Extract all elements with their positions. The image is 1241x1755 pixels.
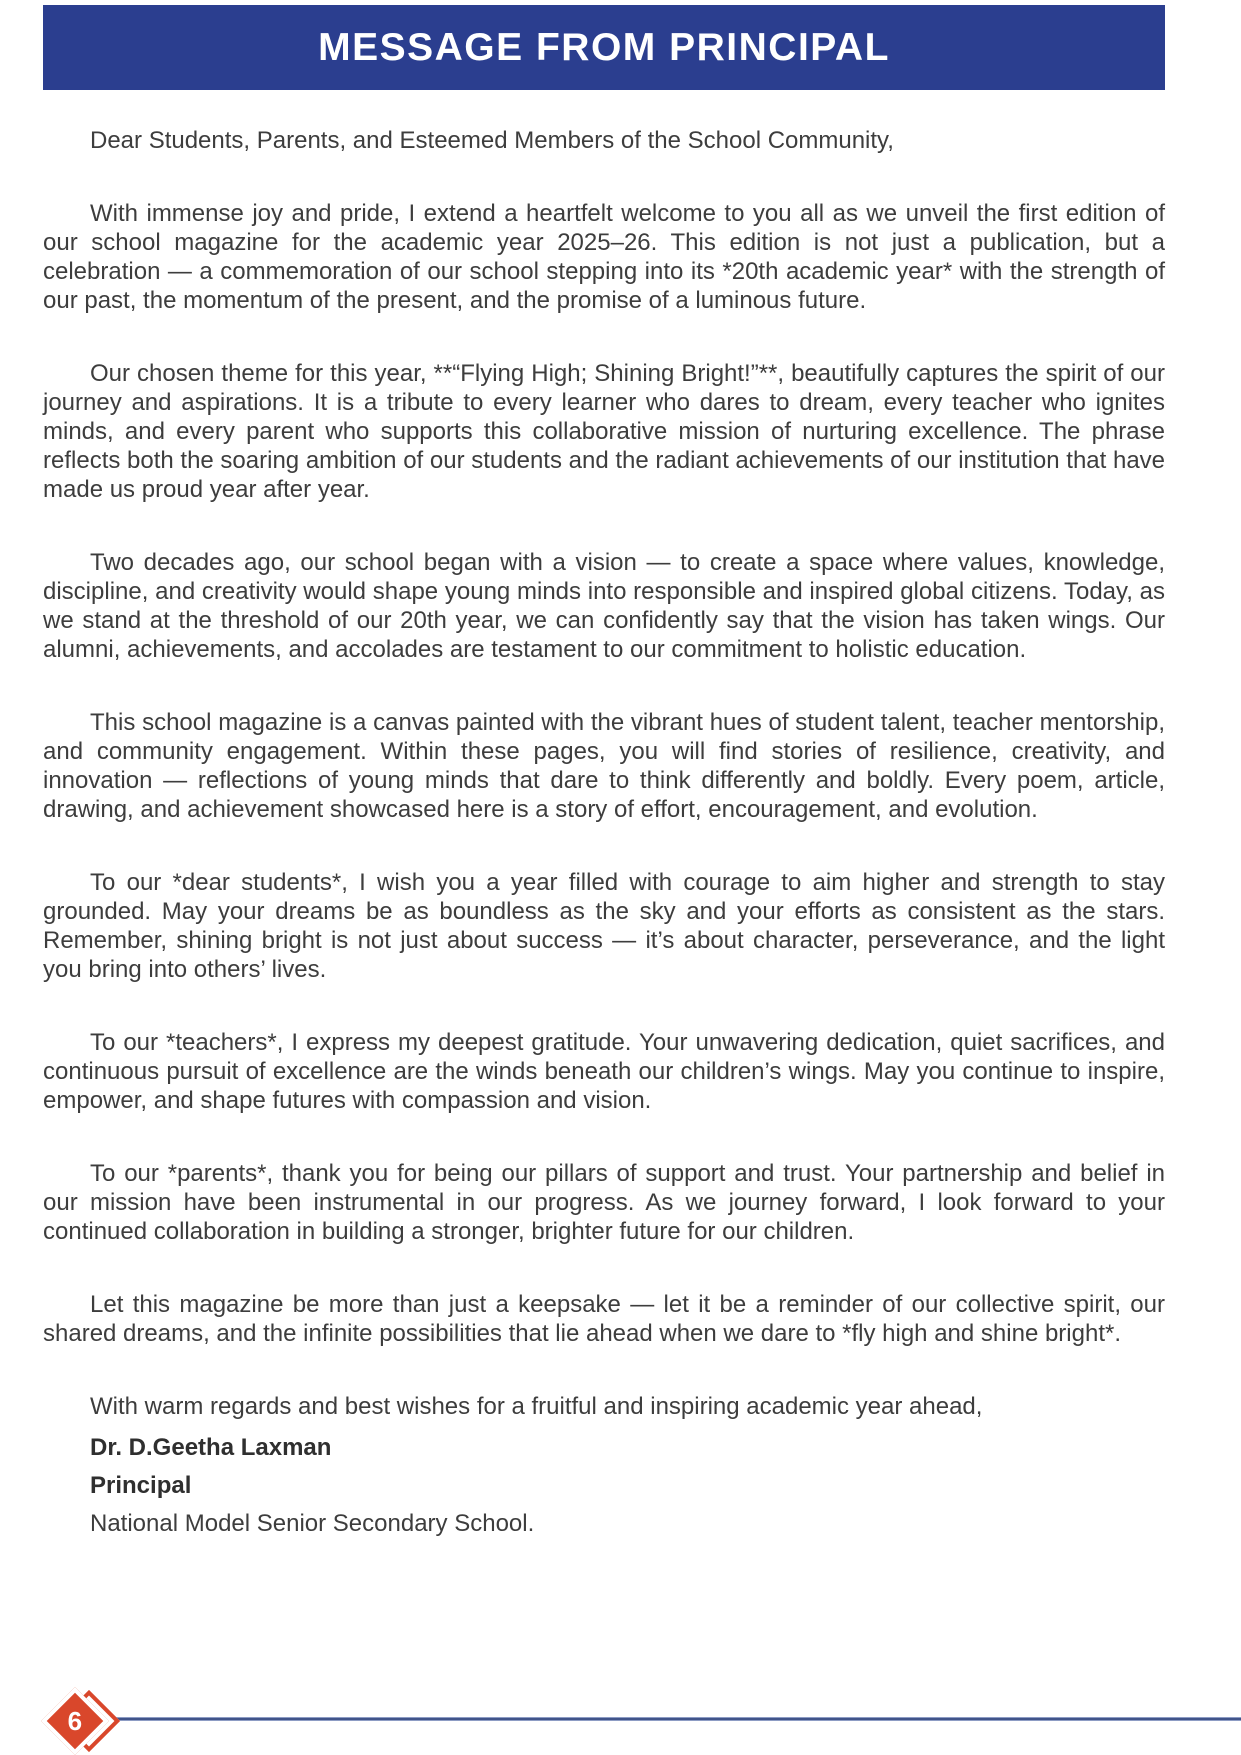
page-number: 6 (67, 1705, 83, 1736)
footer-rule (96, 1717, 1241, 1721)
signature-school: National Model Senior Secondary School. (90, 1510, 535, 1537)
salutation: Dear Students, Parents, and Esteemed Members of the School Community, (90, 127, 894, 154)
principal-message-letter (43, 126, 1165, 1547)
letter-body (43, 199, 1165, 1348)
letter-paragraph: Let this magazine be more than just a keepsake — let it be a reminder of our collective spirit, our shared dreams, and the infinite possibilities that lie ahead when we dare to *fly high and shine bright*. (43, 1291, 1165, 1347)
letter-paragraph: Our chosen theme for this year, **“Flying High; Shining Bright!”**, beautifully captures the spirit of our journey and aspirations. It is a tribute to every learner who dares to dream, every teacher who ignites minds, and every parent who supports this collaborative mission of nurturing excellence. The phrase reflects both the soaring ambition of our students and the radiant achievements of our institution that have made us proud year after year. (43, 360, 1166, 503)
page-title: MESSAGE FROM PRINCIPAL (318, 25, 890, 69)
letter-paragraph: To our *parents*, thank you for being our pillars of support and trust. Your partnership and belief in our mission have been instrumental in our progress. As we journey forward, I look forward to your continued collaboration in building a stronger, brighter future for our children. (43, 1160, 1165, 1245)
letter-paragraph: To our *teachers*, I express my deepest gratitude. Your unwavering dedication, quiet sacrifices, and continuous pursuit of excellence are the winds beneath our children’s wings. May you continue to inspire, empower, and shape futures with compassion and vision. (43, 1029, 1165, 1114)
letter-paragraph: With immense joy and pride, I extend a heartfelt welcome to you all as we unveil the first edition of our school magazine for the academic year 2025–26. This edition is not just a publication, but a celebration — a commemoration of our school stepping into its *20th academic year* with the strength of our past, the momentum of the present, and the promise of a luminous future. (43, 200, 1165, 314)
signature-role: Principal (90, 1472, 192, 1499)
letter-paragraph: This school magazine is a canvas painted with the vibrant hues of student talent, teacher mentorship, and community engagement. Within these pages, you will find stories of resilience, creativity, and innovation — reflections of young minds that dare to think differently and boldly. Every poem, article, drawing, and achievement showcased here is a story of effort, encouragement, and evolution. (43, 709, 1165, 823)
letter-paragraph: To our *dear students*, I wish you a year filled with courage to aim higher and strength to stay grounded. May your dreams be as boundless as the sky and your efforts as consistent as the stars. Remember, shining bright is not just about success — it’s about character, perseverance, and the light you bring into others’ lives. (43, 869, 1165, 983)
page-number-badge (41, 1687, 109, 1755)
closing-line: With warm regards and best wishes for a fruitful and inspiring academic year ahead, (90, 1393, 983, 1420)
signature-name: Dr. D.Geetha Laxman (90, 1434, 332, 1461)
page-header (43, 5, 1165, 90)
letter-paragraph: Two decades ago, our school began with a vision — to create a space where values, knowledge, discipline, and creativity would shape young minds into responsible and inspired global citizens. Today, as we stand at the threshold of our 20th year, we can confidently say that the vision has taken wings. Our alumni, achievements, and accolades are testament to our commitment to holistic education. (43, 549, 1165, 663)
